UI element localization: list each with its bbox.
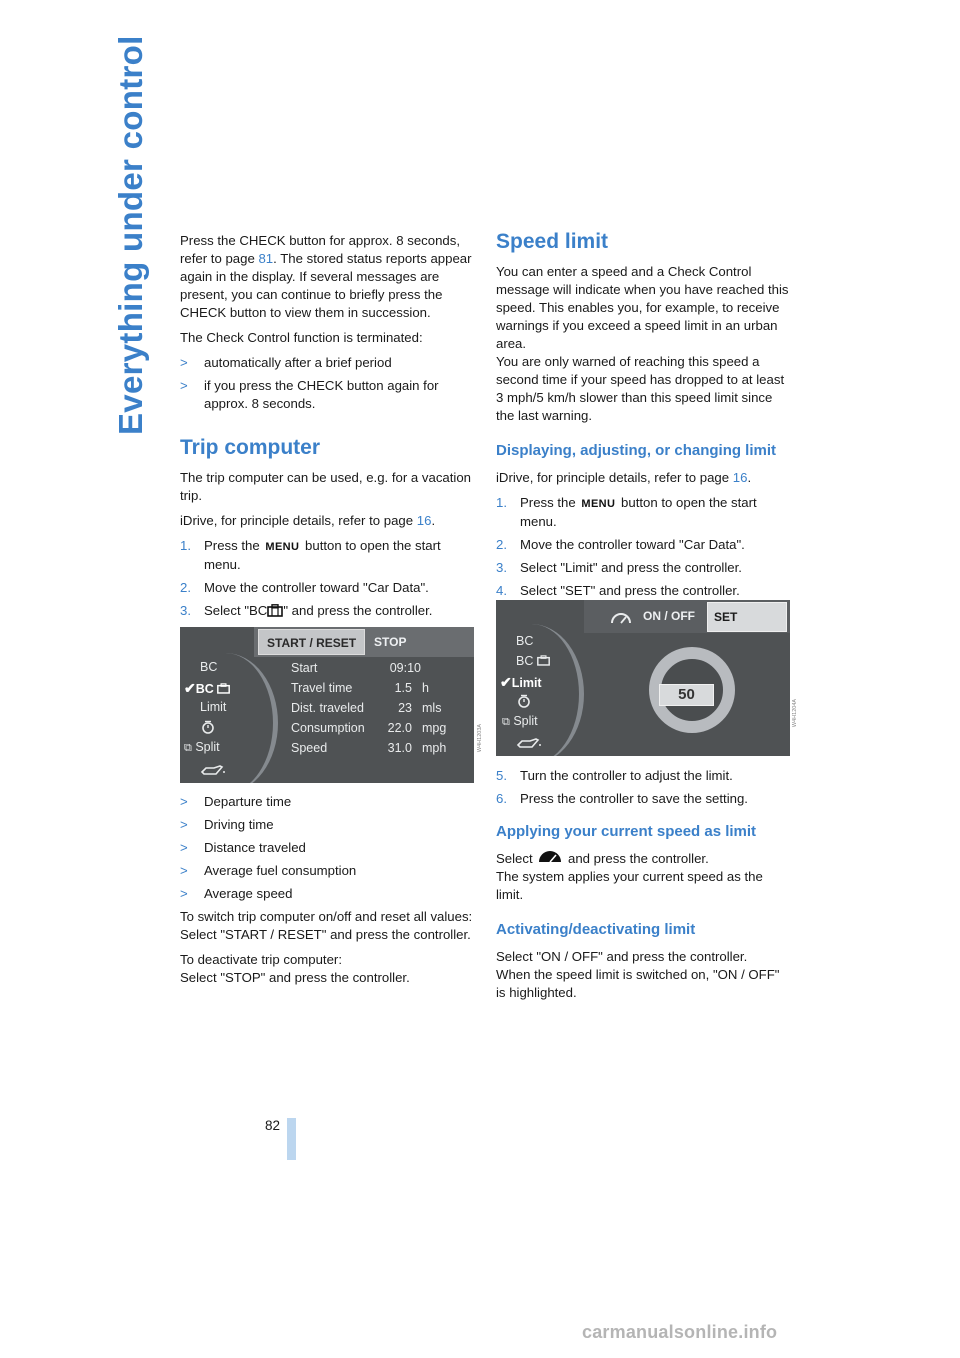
menu-item-limit[interactable]: ✔Limit: [500, 674, 542, 690]
oil-can-icon[interactable]: [516, 737, 542, 749]
limit-idrive: iDrive, for principle details, refer to page 16.: [496, 470, 752, 485]
trip-row-label: Dist. traveled: [291, 701, 364, 715]
list-item: > automatically after a brief period: [180, 355, 392, 370]
bullet-marker: >: [180, 355, 188, 370]
trip-row-unit: mpg: [422, 721, 447, 735]
briefcase-icon: [537, 655, 550, 666]
right-column-lower: [496, 767, 792, 1009]
list-item: > Departure time: [180, 794, 292, 809]
step-item: 2. Move the controller toward "Car Data".: [496, 537, 745, 552]
speed-p2: You are only warned of reaching this speed a second time if your speed has dropped to at least 3 mph/5 km/h slower than this speed limit since the last warning.: [496, 354, 785, 423]
page-link-81[interactable]: 81: [258, 251, 274, 266]
tab-stop[interactable]: STOP: [374, 635, 407, 649]
menu-arc: [220, 653, 278, 783]
image-ref-code: W4H1203A: [477, 723, 484, 753]
section-sidebar-title: [112, 35, 162, 755]
footer-watermark: carmanualsonline.info: [582, 1322, 778, 1342]
left-column-lower: [180, 793, 476, 994]
trip-row-label: Consumption: [291, 721, 365, 735]
page-number: 82: [265, 1118, 281, 1133]
deactivate-text: To deactivate trip computer: Select "STOP" and press the controller.: [180, 952, 410, 985]
heading-trip-computer: Trip computer: [180, 436, 321, 459]
step-item: 1. Press the MENU button to open the start menu.: [496, 495, 757, 529]
trip-row-value: 22.0: [387, 721, 412, 735]
heading-activating-limit: Activating/deactivating limit: [496, 921, 696, 938]
trip-row-unit: mls: [422, 701, 442, 715]
briefcase-icon: [267, 604, 283, 617]
speedometer-icon[interactable]: [610, 611, 632, 625]
menu-item-bc[interactable]: BC: [200, 660, 218, 674]
list-item: > Driving time: [180, 817, 274, 832]
menu-key-icon: MENU: [581, 498, 616, 510]
section-title-text: Everything under control: [112, 35, 149, 435]
checkmark-icon: ✔: [500, 674, 512, 690]
trip-row-value: 09:10: [389, 661, 421, 675]
heading-apply-speed: Applying your current speed as limit: [496, 823, 757, 840]
checkmark-icon: ✔: [184, 680, 196, 696]
menu-item-limit[interactable]: Limit: [200, 700, 227, 714]
page-marker-bar: [287, 1118, 296, 1160]
step-item: 2. Move the controller toward "Car Data".: [180, 580, 429, 595]
list-item: > Average fuel consumption: [180, 863, 357, 878]
speed-limit-display: [496, 600, 790, 756]
bullet-marker: >: [180, 378, 188, 393]
step-item: 6. Press the controller to save the setting.: [496, 791, 748, 806]
page-link-16[interactable]: 16: [416, 513, 432, 528]
trip-row-value: 1.5: [394, 681, 412, 695]
car-speed-icon: [536, 851, 564, 865]
tab-on-off[interactable]: ON / OFF: [643, 609, 695, 623]
split-icon: ⧉: [502, 716, 510, 728]
list-item: > Average speed: [180, 886, 293, 901]
activating-text: Select "ON / OFF" and press the controller. When the speed limit is switched on, "ON / OFF" is highlighted.: [496, 949, 780, 1000]
menu-key-icon: MENU: [265, 541, 300, 553]
oil-can-icon[interactable]: [200, 764, 226, 776]
timer-icon[interactable]: [201, 720, 215, 734]
limit-value[interactable]: 50: [659, 684, 714, 706]
trip-row-value: 31.0: [387, 741, 412, 755]
apply-text: Select and press the controller. The system applies your current speed as the limit.: [496, 851, 763, 902]
trip-idrive: iDrive, for principle details, refer to page 16.: [180, 513, 436, 528]
menu-item-bc-trip[interactable]: ✔BC: [184, 680, 230, 697]
heading-speed-limit: Speed limit: [496, 230, 609, 253]
left-column: [180, 232, 476, 625]
trip-row-value: 23: [398, 701, 412, 715]
tab-start-reset[interactable]: START / RESET: [258, 629, 365, 655]
step-item: 4. Select "SET" and press the controller.: [496, 583, 740, 598]
check-terminated: The Check Control function is terminated:: [180, 330, 423, 345]
menu-item-bc-trip[interactable]: BC: [516, 654, 550, 668]
split-icon: ⧉: [184, 742, 192, 754]
check-intro: Press the CHECK button for approx. 8 seconds, refer to page 81. The stored status reports appear again in the display. If several messages are present, you can continue to briefly press the CHECK button to view them in succession.: [180, 233, 472, 320]
list-item: > Distance traveled: [180, 840, 306, 855]
tab-set[interactable]: SET: [707, 602, 787, 632]
trip-computer-display: [180, 627, 474, 783]
page-link-16[interactable]: 16: [732, 470, 748, 485]
trip-row-unit: h: [422, 681, 429, 695]
right-column: [496, 229, 792, 605]
trip-row-unit: mph: [422, 741, 447, 755]
step-item: 3. Select "BC " and press the controller.: [180, 603, 433, 618]
trip-intro: The trip computer can be used, e.g. for a vacation trip.: [180, 470, 472, 503]
timer-icon[interactable]: [517, 694, 531, 708]
menu-item-bc[interactable]: BC: [516, 634, 534, 648]
trip-row-label: Travel time: [291, 681, 353, 695]
switch-text: To switch trip computer on/off and reset all values: Select "START / RESET" and press the controller.: [180, 909, 473, 942]
briefcase-icon: [217, 683, 230, 694]
trip-row-label: Start: [291, 661, 318, 675]
menu-item-split[interactable]: ⧉ Split: [184, 740, 220, 754]
step-item: 1. Press the MENU button to open the start menu.: [180, 538, 441, 572]
step-item: 3. Select "Limit" and press the controller.: [496, 560, 742, 575]
image-ref-code: W4H1204A: [792, 698, 799, 728]
trip-row-label: Speed: [291, 741, 328, 755]
list-item: > if you press the CHECK button again for approx. 8 seconds.: [180, 378, 439, 411]
step-item: 5. Turn the controller to adjust the limit.: [496, 768, 733, 783]
menu-item-split[interactable]: ⧉ Split: [502, 714, 538, 728]
speed-p1: You can enter a speed and a Check Control message will indicate when you have reached this speed. This enables you, for example, to receive warnings if you exceed a speed limit in an urban area.: [496, 264, 789, 351]
heading-displaying-limit: Displaying, adjusting, or changing limit: [496, 442, 777, 459]
